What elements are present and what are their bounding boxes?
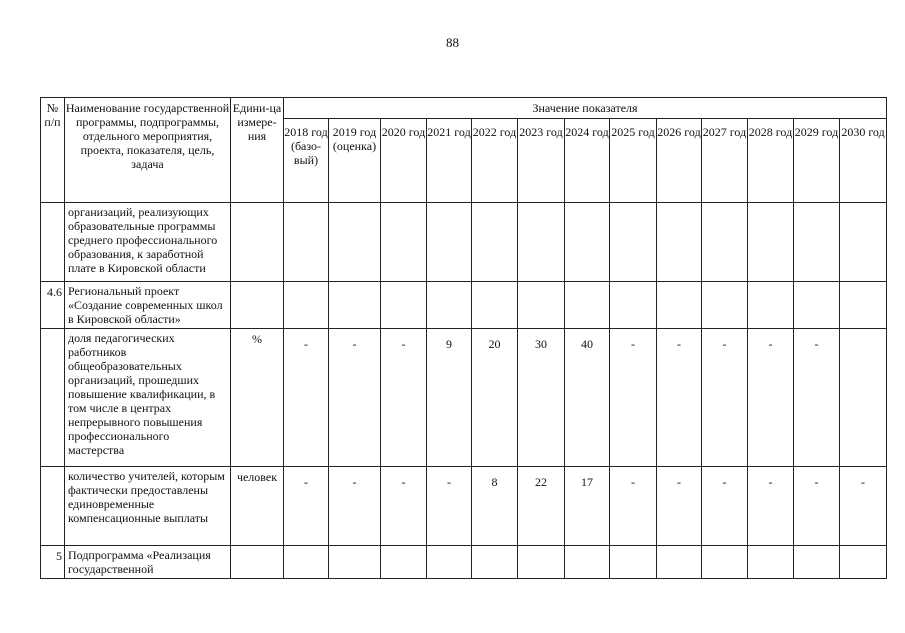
row-value: [518, 203, 565, 282]
row-value: [610, 546, 657, 579]
indicator-table: [40, 97, 887, 579]
row-value: [427, 546, 472, 579]
row-number: [41, 329, 65, 467]
row-value: -: [381, 329, 427, 467]
row-value: -: [610, 467, 657, 546]
row-number: 4.6: [41, 282, 65, 329]
row-name: Региональный проект «Создание современных школ в Кировской области»: [65, 282, 231, 329]
row-value: 40: [565, 329, 610, 467]
row-value: [840, 282, 887, 329]
table-row: [41, 282, 887, 329]
header-year: 2021 год: [427, 119, 472, 203]
row-value: -: [284, 467, 329, 546]
row-value: [518, 546, 565, 579]
row-value: [610, 282, 657, 329]
row-value: 20: [472, 329, 518, 467]
row-value: [748, 282, 794, 329]
header-year: 2028 год: [748, 119, 794, 203]
row-value: -: [702, 467, 748, 546]
row-value: [794, 282, 840, 329]
row-name: количество учителей, которым фактически предоставлены единовременные компенсационные выплаты: [65, 467, 231, 546]
row-value: 22: [518, 467, 565, 546]
row-value: [472, 546, 518, 579]
row-value: [702, 282, 748, 329]
row-value: -: [329, 329, 381, 467]
row-value: [565, 203, 610, 282]
row-unit: [231, 546, 284, 579]
row-value: -: [610, 329, 657, 467]
row-value: 17: [565, 467, 610, 546]
row-value: [284, 282, 329, 329]
row-name: доля педагогических работников общеобразовательных организаций, прошедших повышение квалификации, в том числе в центрах непрерывного повышения профессионального мастерства: [65, 329, 231, 467]
header-values-title: Значение показателя: [284, 98, 887, 119]
row-value: [518, 282, 565, 329]
row-number: 5: [41, 546, 65, 579]
row-value: [794, 546, 840, 579]
row-unit: %: [231, 329, 284, 467]
table-row: [41, 203, 887, 282]
row-value: [565, 282, 610, 329]
row-value: [329, 282, 381, 329]
row-value: -: [284, 329, 329, 467]
header-year: 2022 год: [472, 119, 518, 203]
row-value: [329, 203, 381, 282]
row-value: [610, 203, 657, 282]
table-row: [41, 467, 887, 546]
row-name: организаций, реализующих образовательные программы среднего профессионального образования, к заработной плате в Кировской области: [65, 203, 231, 282]
header-year: 2027 год: [702, 119, 748, 203]
row-value: -: [748, 329, 794, 467]
row-unit: [231, 282, 284, 329]
row-value: [472, 282, 518, 329]
row-value: -: [794, 467, 840, 546]
header-name: Наименование государственной программы, подпрограммы, отдельного мероприятия, проекта, показателя, цель, задача: [65, 98, 231, 203]
row-value: [657, 546, 702, 579]
header-year: 2023 год: [518, 119, 565, 203]
row-value: [329, 546, 381, 579]
row-value: -: [657, 467, 702, 546]
row-value: [284, 546, 329, 579]
row-value: [427, 282, 472, 329]
row-value: [748, 546, 794, 579]
row-name: Подпрограмма «Реализация государственной: [65, 546, 231, 579]
row-value: -: [794, 329, 840, 467]
row-value: [381, 282, 427, 329]
header-year: 2025 год: [610, 119, 657, 203]
row-value: -: [840, 467, 887, 546]
row-number: [41, 203, 65, 282]
row-value: [427, 203, 472, 282]
row-value: -: [748, 467, 794, 546]
header-year: 2030 год: [840, 119, 887, 203]
row-value: 9: [427, 329, 472, 467]
row-value: -: [381, 467, 427, 546]
header-year: 2019 год (оценка): [329, 119, 381, 203]
table-row: [41, 329, 887, 467]
row-number: [41, 467, 65, 546]
row-value: [702, 203, 748, 282]
row-value: [794, 203, 840, 282]
row-value: [748, 203, 794, 282]
row-value: [840, 329, 887, 467]
header-unit: Едини-ца измере-ния: [231, 98, 284, 203]
row-value: 8: [472, 467, 518, 546]
header-year: 2020 год: [381, 119, 427, 203]
row-value: [381, 203, 427, 282]
row-value: [657, 203, 702, 282]
row-value: -: [427, 467, 472, 546]
row-value: [840, 203, 887, 282]
row-value: [840, 546, 887, 579]
row-value: [565, 546, 610, 579]
table-row: [41, 546, 887, 579]
row-value: -: [329, 467, 381, 546]
row-value: -: [702, 329, 748, 467]
row-value: 30: [518, 329, 565, 467]
header-year: 2024 год: [565, 119, 610, 203]
row-unit: человек: [231, 467, 284, 546]
row-value: [702, 546, 748, 579]
row-value: [657, 282, 702, 329]
row-unit: [231, 203, 284, 282]
row-value: -: [657, 329, 702, 467]
page-number: 88: [446, 35, 459, 50]
header-year: 2018 год (базо-вый): [284, 119, 329, 203]
header-num: № п/п: [41, 98, 65, 203]
header-row-1: [41, 98, 887, 119]
header-year: 2026 год: [657, 119, 702, 203]
row-value: [381, 546, 427, 579]
row-value: [472, 203, 518, 282]
header-year: 2029 год: [794, 119, 840, 203]
row-value: [284, 203, 329, 282]
